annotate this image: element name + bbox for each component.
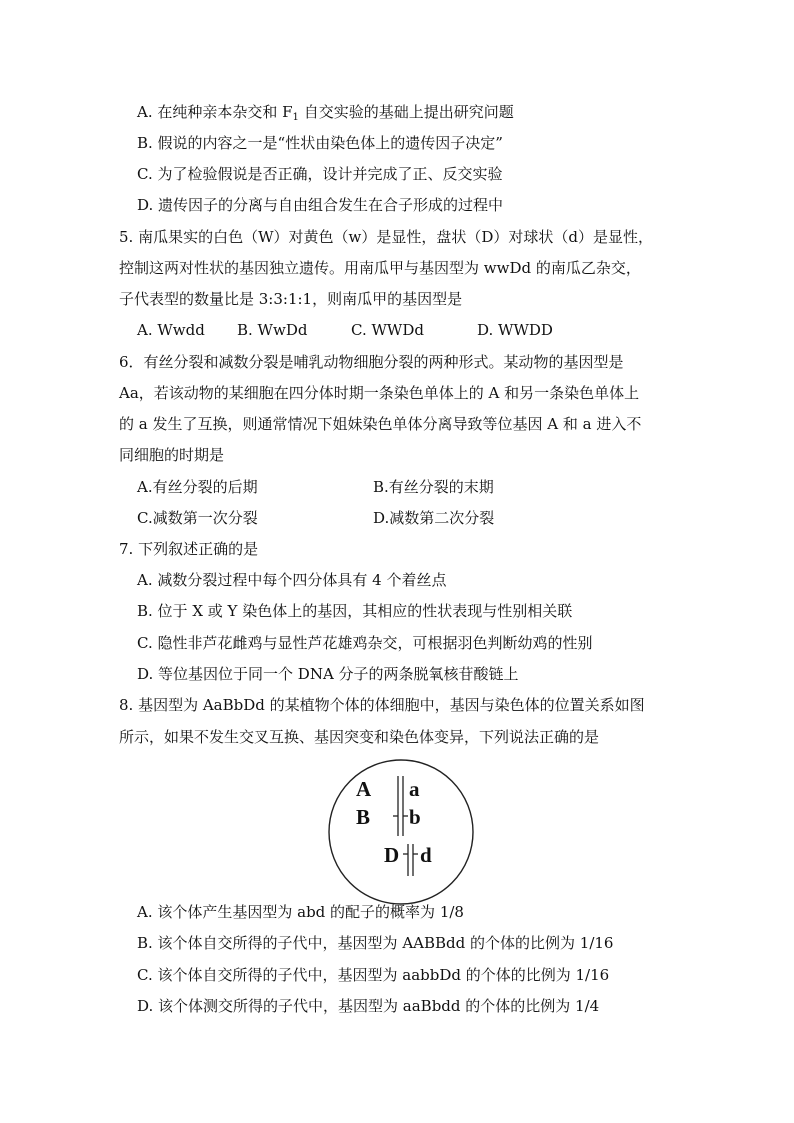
q6-option-a: A.有丝分裂的后期 [137, 478, 258, 496]
q8-option-a: A. 该个体产生基因型为 abd 的配子的概率为 1/8 [137, 903, 464, 921]
q8-option-d: D. 该个体测交所得的子代中，基因型为 aaBbdd 的个体的比例为 1/4 [137, 997, 600, 1015]
q6-option-b: B.有丝分裂的末期 [373, 478, 494, 496]
q5-option-d: D. WWDD [477, 321, 553, 339]
q7-stem: 7. 下列叙述正确的是 [119, 540, 259, 558]
q6-option-c: C.减数第一次分裂 [137, 509, 258, 527]
q7-option-d: D. 等位基因位于同一个 DNA 分子的两条脱氧核苷酸链上 [137, 665, 519, 683]
q8-stem-line-2: 所示，如果不发生交叉互换、基因突变和染色体变异，下列说法正确的是 [119, 728, 600, 746]
q5-stem-line-1: 5. 南瓜果实的白色（W）对黄色（w）是显性，盘状（D）对球状（d）是显性， [119, 228, 653, 246]
gene-label-b: b [409, 805, 421, 829]
q7-option-c: C. 隐性非芦花雌鸡与显性芦花雄鸡杂交，可根据羽色判断幼鸡的性别 [137, 634, 593, 652]
q8-option-b: B. 该个体自交所得的子代中，基因型为 AABBdd 的个体的比例为 1/16 [137, 934, 614, 952]
gene-label-d: d [420, 843, 432, 867]
q5-option-c: C. WWDd [351, 321, 424, 339]
cell-membrane [329, 760, 473, 904]
q4-option-a-text-rest: 自交实验的基础上提出研究问题 [298, 103, 514, 121]
q5-stem-line-2: 控制这两对性状的基因独立遗传。用南瓜甲与基因型为 wwDd 的南瓜乙杂交， [119, 259, 641, 277]
q6-option-d: D.减数第二次分裂 [373, 509, 495, 527]
q6-stem-line-2: Aa，若该动物的某细胞在四分体时期一条染色单体上的 A 和另一条染色单体上 [119, 384, 640, 402]
cell-diagram-svg [327, 758, 475, 906]
q8-stem-line-1: 8. 基因型为 AaBbDd 的某植物个体的体细胞中，基因与染色体的位置关系如图 [119, 696, 645, 714]
q7-option-b: B. 位于 X 或 Y 染色体上的基因，其相应的性状表现与性别相关联 [137, 602, 573, 620]
gene-label-A: A [356, 777, 372, 801]
q4-option-b: B. 假说的内容之一是“性状由染色体上的遗传因子决定” [137, 134, 503, 152]
q4-option-d: D. 遗传因子的分离与自由组合发生在合子形成的过程中 [137, 196, 504, 214]
q6-stem-line-1: 6．有丝分裂和减数分裂是哺乳动物细胞分裂的两种形式。某动物的基因型是 [119, 353, 624, 371]
q5-option-b: B. WwDd [237, 321, 308, 339]
q4-option-a-text: A. 在纯种亲本杂交和 F [137, 103, 293, 121]
q6-stem-line-3: 的 a 发生了互换，则通常情况下姐妹染色单体分离导致等位基因 A 和 a 进入不 [119, 415, 642, 433]
gene-label-D: D [384, 843, 400, 867]
q8-option-c: C. 该个体自交所得的子代中，基因型为 aabbDd 的个体的比例为 1/16 [137, 966, 610, 984]
q5-option-a: A. Wwdd [137, 321, 205, 339]
q5-stem-line-3: 子代表型的数量比是 3:3:1:1，则南瓜甲的基因型是 [119, 290, 463, 308]
cell-chromosome-diagram [327, 758, 475, 906]
gene-label-B: B [356, 805, 371, 829]
q4-option-c: C. 为了检验假说是否正确，设计并完成了正、反交实验 [137, 165, 503, 183]
q7-option-a: A. 减数分裂过程中每个四分体具有 4 个着丝点 [137, 571, 447, 589]
gene-label-a: a [409, 777, 420, 801]
q4-option-a-subscript: 1 [292, 112, 299, 123]
q6-stem-line-4: 同细胞的时期是 [119, 446, 225, 464]
q4-option-a [137, 102, 514, 122]
